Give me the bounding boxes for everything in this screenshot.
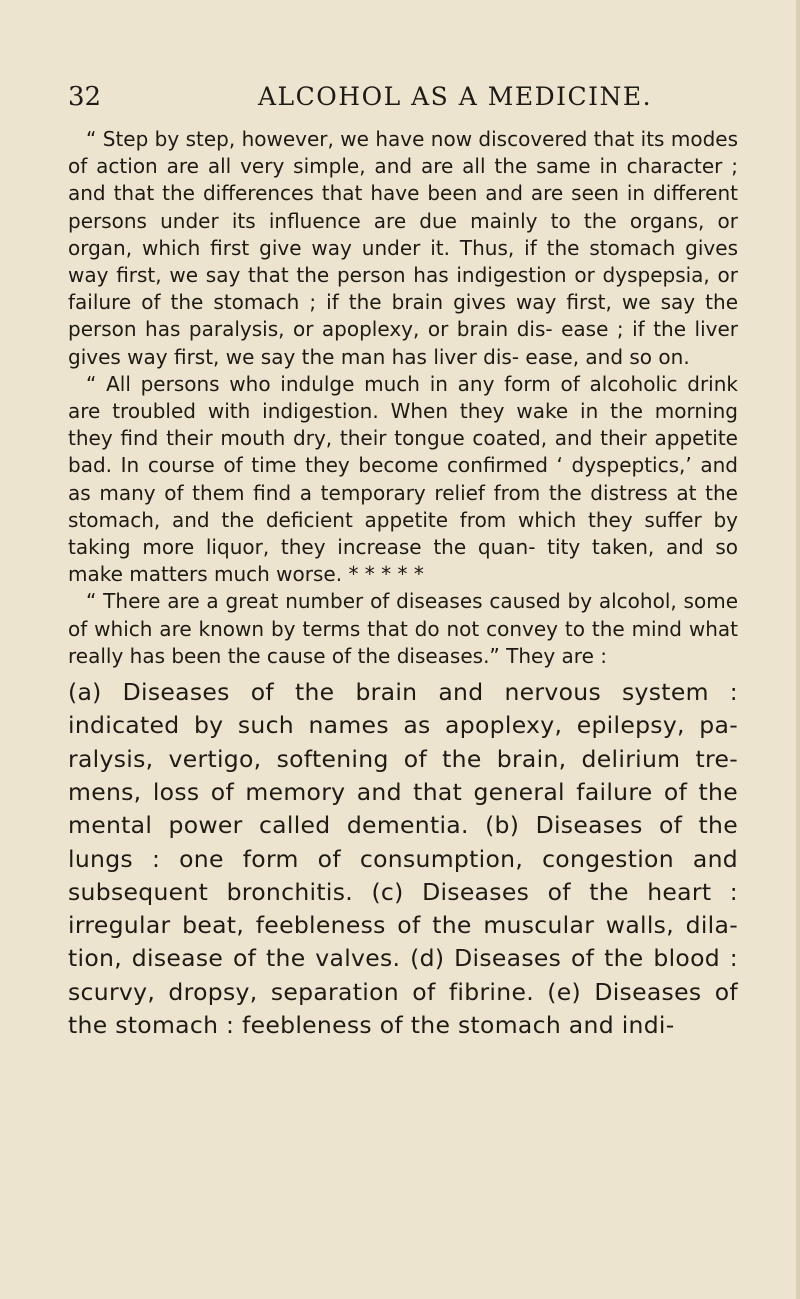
- paragraph-modes-of-action: “ Step by step, however, we have now discovered that its modes of action are all very simple, and are all the same in character ; and that the differences that have been and are seen in different persons under its influence are due mainly to the organs, or organ, which first give way under it. Thus, if the stomach gives way first, we say that the person has indigestion or dyspepsia, or failure of the stomach ; if the brain gives way first, we say the person has paralysis, or apoplexy, or brain dis- ease ; if the liver gives way first, we say the man has liver dis- ease, and so on.: [68, 127, 738, 369]
- page-edge: [796, 0, 800, 1299]
- paragraph-indigestion: “ All persons who indulge much in any form of alcoholic drink are troubled with indigestion. When they wake in the morning they find their mouth dry, their tongue coated, and their appetite bad. In course of time they become confirmed ‘ dyspeptics,’ and as many of them find a temporary relief from the distress at the stomach, and the deficient appetite from which they suffer by taking more liquor, they increase the quan- tity taken, and so make matters much worse. * * * * *: [68, 371, 738, 587]
- paragraph-disease-list: (a) Diseases of the brain and nervous system : indicated by such names as apoplexy, epilepsy, pa- ralysis, vertigo, softening of the brain, delirium tre- mens, loss of memory and that general failure of the mental power called dementia. (b) Diseases of the lungs : one form of consumption, congestion and subsequent bronchitis. (c) Diseases of the heart : irregular beat, feebleness of the muscular walls, dila- tion, disease of the valves. (d) Diseases of the blood : scurvy, dropsy, separation of fibrine. (e) Diseases of the stomach : feebleness of the stomach and indi-: [68, 678, 738, 1040]
- body-text: [68, 126, 738, 1042]
- running-title: ALCOHOL AS A MEDICINE.: [258, 82, 653, 111]
- page-number: 32: [68, 82, 102, 112]
- paragraph-diseases-intro: “ There are a great number of diseases caused by alcohol, some of which are known by terms that do not convey to the mind what really has been the cause of the diseases.” They are :: [68, 589, 738, 668]
- page-header: [68, 80, 738, 114]
